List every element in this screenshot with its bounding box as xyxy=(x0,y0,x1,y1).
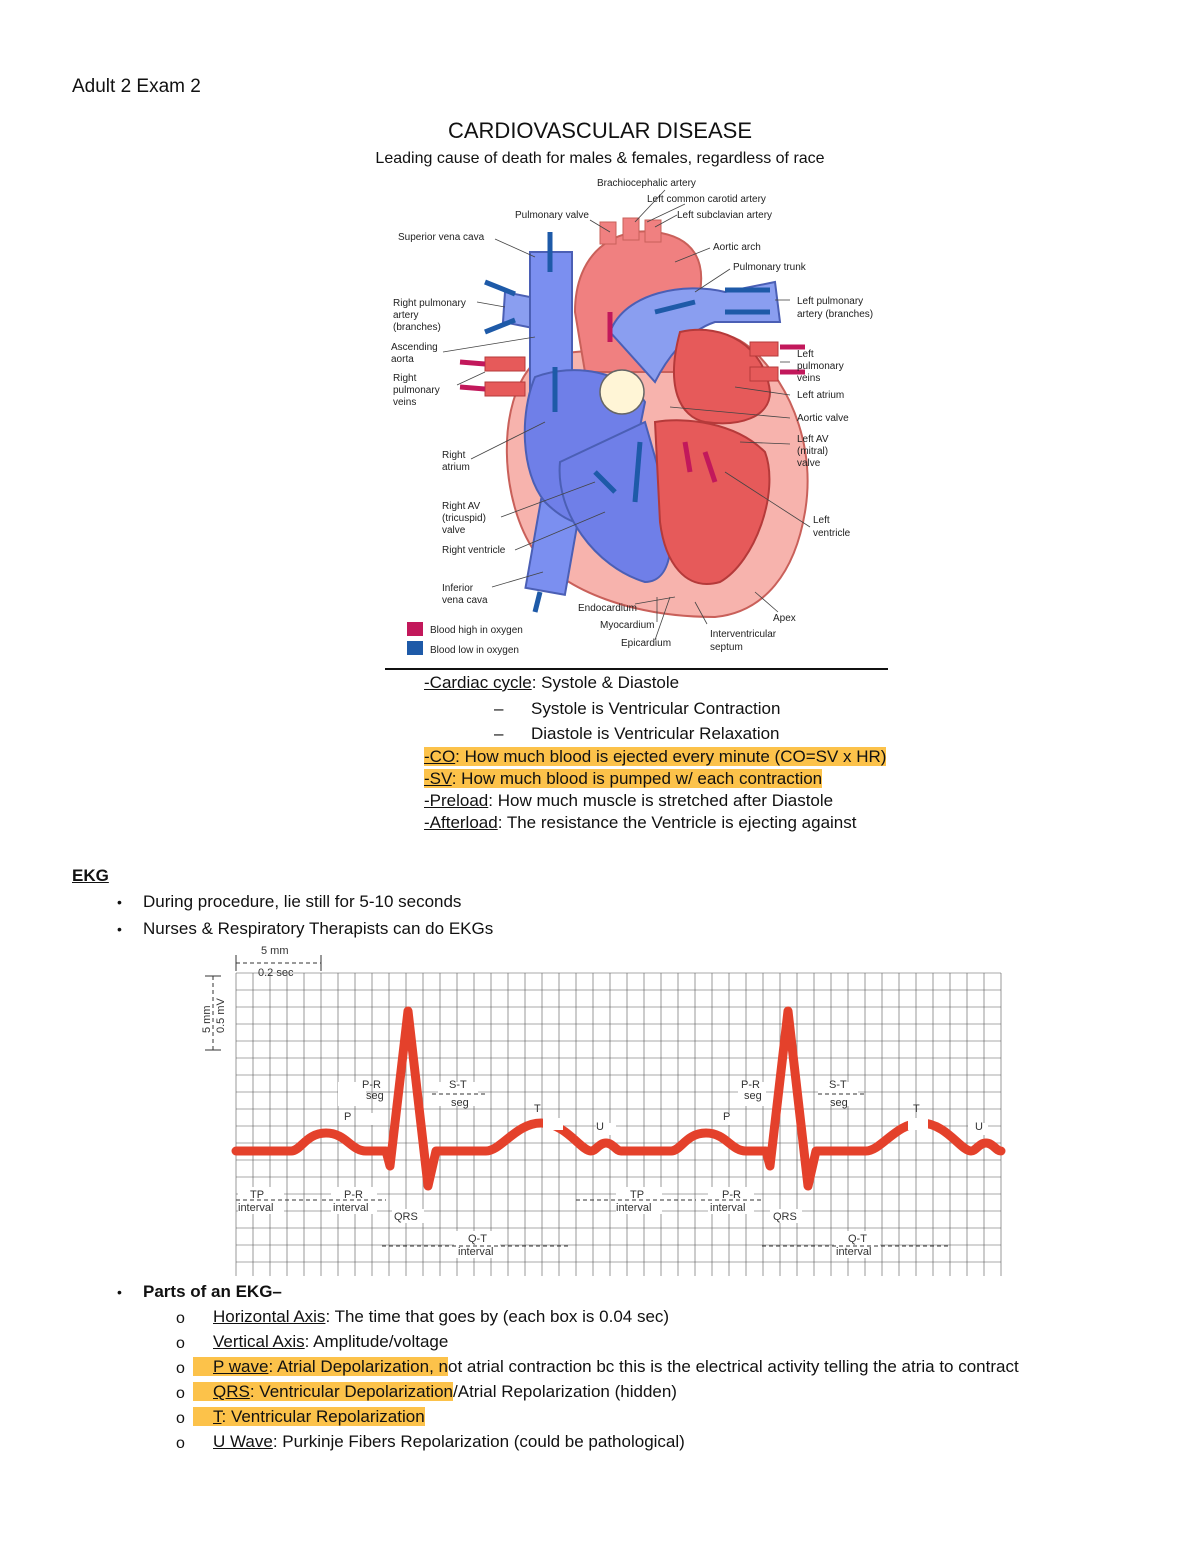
label-st-seg-2: seg xyxy=(451,1097,469,1109)
part-qrs xyxy=(193,1382,677,1402)
heart-anatomy-diagram xyxy=(385,172,890,667)
ekg-strip-diagram xyxy=(196,943,1006,1276)
term-qrs: QRS xyxy=(213,1382,250,1401)
label-apex: Apex xyxy=(773,613,796,624)
label-right-ventricle: Right ventricle xyxy=(442,545,506,556)
qrs-highlight xyxy=(193,1382,453,1401)
note-sv xyxy=(424,769,822,789)
label-left-pulmonary-veins: Left xyxy=(797,349,814,360)
label-right-av-valve-2: (tricuspid) xyxy=(442,513,486,524)
t-wave-highlight xyxy=(193,1407,425,1426)
part-t-wave xyxy=(193,1407,425,1427)
label-p-wave: P xyxy=(344,1111,352,1123)
legend-high-oxygen: Blood high in oxygen xyxy=(430,625,523,636)
label-left-subclavian: Left subclavian artery xyxy=(677,210,773,221)
sub-bullet-marker: o xyxy=(176,1310,185,1327)
sub-bullet-marker: o xyxy=(176,1335,185,1352)
def-t-wave: : Ventricular Repolarization xyxy=(221,1407,425,1426)
label-u-wave: U xyxy=(975,1121,983,1133)
def-u-wave: : Purkinje Fibers Repolarization (could be pathological) xyxy=(272,1432,685,1451)
term-t-wave: T xyxy=(213,1407,222,1426)
label-right-pulmonary-artery: Right pulmonary xyxy=(393,298,466,309)
term-cardiac-cycle: -Cardiac cycle xyxy=(424,673,532,692)
label-t-wave: T xyxy=(534,1103,541,1115)
def-p-wave-highlighted: : Atrial Depolarization, n xyxy=(268,1357,448,1376)
label-right-pulmonary-artery-3: (branches) xyxy=(393,322,441,333)
term-u-wave: U Wave xyxy=(213,1432,273,1451)
label-pr-interval: interval xyxy=(710,1202,746,1214)
parts-heading: Parts of an EKG– xyxy=(143,1282,282,1301)
bullet-marker: • xyxy=(117,1284,122,1300)
label-epicardium: Epicardium xyxy=(621,638,672,649)
part-horizontal-axis xyxy=(213,1307,669,1327)
label-left-av-valve-2: (mitral) xyxy=(797,446,829,457)
label-st-seg: S-T xyxy=(829,1079,847,1091)
sub-bullet-marker: o xyxy=(176,1410,185,1427)
label-inferior-vena-cava-2: vena cava xyxy=(442,595,488,606)
p-wave-highlight xyxy=(193,1357,448,1376)
label-inferior-vena-cava: Inferior xyxy=(442,583,474,594)
section-divider xyxy=(385,668,888,670)
def-vertical-axis: : Amplitude/voltage xyxy=(304,1332,449,1351)
label-myocardium: Myocardium xyxy=(600,620,655,631)
sv-highlight xyxy=(424,769,822,788)
def-cardiac-cycle: : Systole & Diastole xyxy=(531,673,680,692)
term-horizontal-axis: Horizontal Axis xyxy=(213,1307,326,1326)
label-aortic-arch: Aortic arch xyxy=(713,242,761,253)
heart-illustration xyxy=(460,218,808,617)
label-pr-seg-2: seg xyxy=(744,1090,762,1102)
label-left-pulmonary-veins-3: veins xyxy=(797,373,821,384)
label-left-pulmonary-artery: Left pulmonary xyxy=(797,296,864,307)
label-tp: TP xyxy=(630,1189,645,1201)
sub-bullet-marker: o xyxy=(176,1435,185,1452)
bullet-marker: • xyxy=(117,921,122,937)
label-right-av-valve: Right AV xyxy=(442,501,481,512)
label-left-pulmonary-veins-2: pulmonary xyxy=(797,361,844,372)
bullet-marker: • xyxy=(117,894,122,910)
label-p-wave: P xyxy=(723,1111,731,1123)
def-qrs-highlighted: : Ventricular Depolarization xyxy=(249,1382,454,1401)
dash-marker: – xyxy=(494,699,504,718)
label-interventricular-septum: Interventricular xyxy=(710,629,777,640)
note-co xyxy=(424,747,886,767)
label-qrs: QRS xyxy=(394,1211,418,1223)
ekg-grid xyxy=(236,973,1001,1276)
label-left-pulmonary-artery-2: artery (branches) xyxy=(797,309,874,320)
label-st-seg: S-T xyxy=(449,1079,467,1091)
label-interventricular-septum-2: septum xyxy=(710,642,743,653)
label-right-atrium-2: atrium xyxy=(442,462,470,473)
co-highlight xyxy=(424,747,886,766)
term-vertical-axis: Vertical Axis xyxy=(213,1332,305,1351)
label-ascending-aorta: Ascending xyxy=(391,342,438,353)
legend-swatch-high-oxygen xyxy=(407,622,423,636)
label-left-av-valve: Left AV xyxy=(797,434,829,445)
note-systole: Systole is Ventricular Contraction xyxy=(531,699,781,718)
label-pulmonary-trunk: Pulmonary trunk xyxy=(733,262,806,273)
term-co: -CO xyxy=(424,747,456,766)
label-ascending-aorta-2: aorta xyxy=(391,354,414,365)
sub-bullet-marker: o xyxy=(176,1385,185,1402)
label-left-av-valve-3: valve xyxy=(797,458,821,469)
label-u-wave: U xyxy=(596,1121,604,1133)
label-st-seg-2: seg xyxy=(830,1097,848,1109)
part-u-wave xyxy=(213,1432,685,1452)
label-pulmonary-valve: Pulmonary valve xyxy=(515,210,589,221)
heart-legend xyxy=(407,622,523,656)
page-title: CARDIOVASCULAR DISEASE xyxy=(447,118,752,143)
note-cardiac-cycle xyxy=(424,673,679,693)
note-afterload xyxy=(424,813,856,833)
label-pr-seg: P-R xyxy=(362,1079,381,1091)
note-diastole: Diastole is Ventricular Relaxation xyxy=(531,724,780,743)
def-sv: : How much blood is pumped w/ each contraction xyxy=(451,769,823,788)
label-aortic-valve: Aortic valve xyxy=(797,413,849,424)
label-right-pulmonary-veins: Right xyxy=(393,373,417,384)
scale-vertical-5mm: 5 mm xyxy=(201,1005,213,1033)
def-horizontal-axis: : The time that goes by (each box is 0.04 sec) xyxy=(325,1307,670,1326)
part-p-wave xyxy=(193,1357,1019,1377)
label-qt-interval: interval xyxy=(836,1246,872,1258)
def-preload: : How much muscle is stretched after Diastole xyxy=(488,791,834,810)
label-tp: TP xyxy=(250,1189,265,1201)
label-pr-seg: P-R xyxy=(741,1079,760,1091)
term-preload: -Preload xyxy=(424,791,489,810)
label-pr-seg-2: seg xyxy=(366,1090,384,1102)
scale-0-2-sec: 0.2 sec xyxy=(258,967,294,979)
label-endocardium: Endocardium xyxy=(578,603,637,614)
ekg-annotations-beat-2 xyxy=(576,1079,988,1258)
legend-low-oxygen: Blood low in oxygen xyxy=(430,645,519,656)
sub-bullet-marker: o xyxy=(176,1360,185,1377)
label-pr: P-R xyxy=(722,1189,741,1201)
label-tp-interval: interval xyxy=(616,1202,652,1214)
ekg-bullet-2: Nurses & Respiratory Therapists can do EKGs xyxy=(143,919,494,938)
label-left-ventricle: Left xyxy=(813,515,830,526)
label-qt: Q-T xyxy=(848,1233,867,1245)
label-t-wave: T xyxy=(913,1103,920,1115)
dash-marker: – xyxy=(494,724,504,743)
label-qrs: QRS xyxy=(773,1211,797,1223)
label-left-common-carotid: Left common carotid artery xyxy=(647,194,766,205)
label-left-ventricle-2: ventricle xyxy=(813,528,851,539)
ekg-heading: EKG xyxy=(72,866,109,885)
scale-5mm: 5 mm xyxy=(261,945,289,957)
label-qt: Q-T xyxy=(468,1233,487,1245)
legend-swatch-low-oxygen xyxy=(407,641,423,655)
def-afterload: : The resistance the Ventricle is ejecting against xyxy=(497,813,857,832)
ekg-bullet-1: During procedure, lie still for 5-10 seconds xyxy=(143,892,462,911)
term-sv: -SV xyxy=(424,769,452,788)
label-right-av-valve-3: valve xyxy=(442,525,466,536)
term-p-wave: P wave xyxy=(213,1357,269,1376)
note-preload xyxy=(424,791,833,811)
label-qt-interval: interval xyxy=(458,1246,494,1258)
label-tp-interval: interval xyxy=(238,1202,274,1214)
def-qrs-rest: /Atrial Repolarization (hidden) xyxy=(453,1382,677,1401)
label-left-atrium: Left atrium xyxy=(797,390,845,401)
label-right-pulmonary-artery-2: artery xyxy=(393,310,419,321)
document-header: Adult 2 Exam 2 xyxy=(72,76,201,97)
label-right-pulmonary-veins-2: pulmonary xyxy=(393,385,440,396)
label-brachiocephalic-artery: Brachiocephalic artery xyxy=(597,178,696,189)
label-pr-interval: interval xyxy=(333,1202,369,1214)
def-co: : How much blood is ejected every minute (CO=SV x HR) xyxy=(455,747,887,766)
term-afterload: -Afterload xyxy=(424,813,498,832)
label-superior-vena-cava: Superior vena cava xyxy=(398,232,485,243)
part-vertical-axis xyxy=(213,1332,448,1352)
page-subtitle: Leading cause of death for males & females, regardless of race xyxy=(375,150,825,167)
def-p-wave-rest: ot atrial contraction bc this is the electrical activity telling the atria to contract xyxy=(448,1357,1019,1376)
label-right-atrium: Right xyxy=(442,450,466,461)
scale-vertical-0-5mv: 0.5 mV xyxy=(215,998,227,1033)
label-right-pulmonary-veins-3: veins xyxy=(393,397,417,408)
label-pr: P-R xyxy=(344,1189,363,1201)
